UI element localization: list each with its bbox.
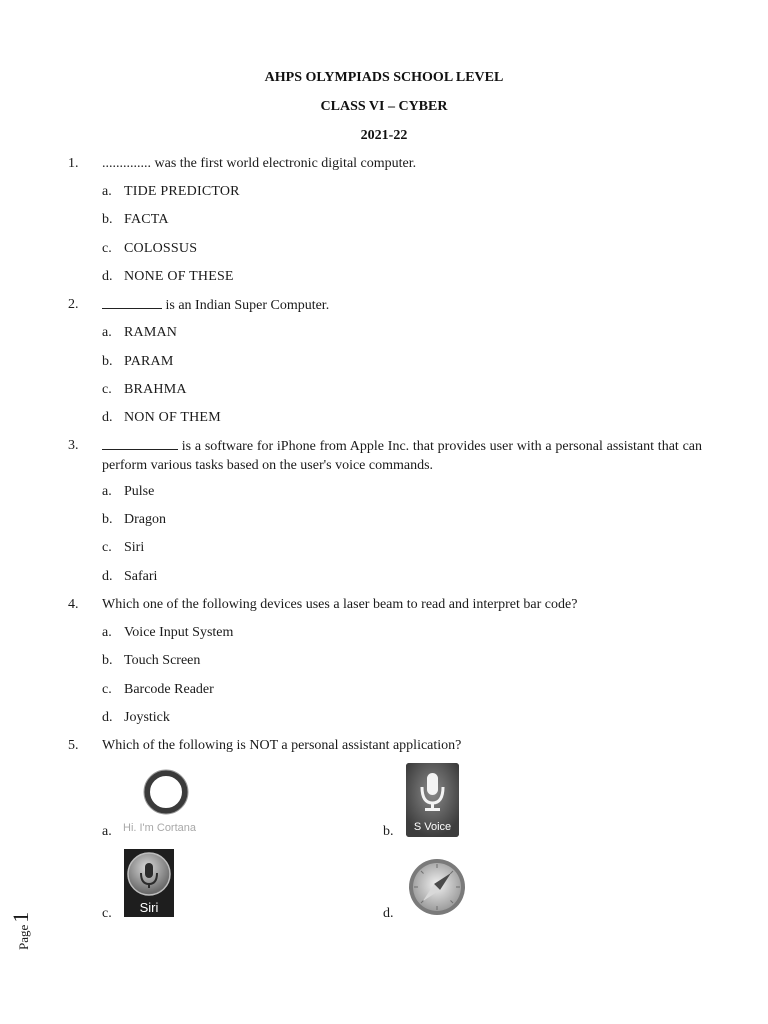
option-letter: c. xyxy=(102,241,112,256)
question-text xyxy=(102,295,702,315)
svoice-image xyxy=(406,763,459,837)
safari-compass-icon xyxy=(407,857,467,917)
option-text: FACTA xyxy=(124,212,169,227)
option-text: Dragon xyxy=(124,512,166,527)
option-letter: b. xyxy=(102,653,113,668)
option-letter: d. xyxy=(102,569,113,584)
option-text: COLOSSUS xyxy=(124,241,198,256)
question-number: 1. xyxy=(68,156,79,171)
option-text: Voice Input System xyxy=(124,625,234,640)
option-letter: c. xyxy=(102,682,112,697)
svoice-caption: S Voice xyxy=(413,821,452,833)
siri-image xyxy=(124,849,174,917)
option-letter: d. xyxy=(102,410,113,425)
page-word: Page xyxy=(16,924,31,950)
question-blank: .............. xyxy=(102,156,151,171)
answer-blank-line xyxy=(102,295,162,309)
option-letter: b. xyxy=(102,212,113,227)
option-letter: a. xyxy=(102,184,112,199)
question-number: 3. xyxy=(68,438,79,453)
safari-image xyxy=(407,857,467,917)
question-number: 5. xyxy=(68,738,79,753)
question-number: 2. xyxy=(68,297,79,312)
option-text: Siri xyxy=(124,540,145,555)
header-title: AHPS OLYMPIADS SCHOOL LEVEL xyxy=(264,70,504,85)
option-letter: c. xyxy=(102,382,112,397)
question-text xyxy=(102,154,702,173)
option-letter: d. xyxy=(383,906,394,921)
option-text: PARAM xyxy=(124,354,174,369)
question-text: Which of the following is NOT a personal assistant application? xyxy=(102,738,462,753)
option-text: Touch Screen xyxy=(124,653,201,668)
option-letter: a. xyxy=(102,824,112,839)
option-letter: c. xyxy=(102,540,112,555)
option-text: NONE OF THESE xyxy=(124,269,234,284)
question-body: is a software for iPhone from Apple Inc. that provides user with a personal assistant that can perform various tasks based on the user's voice commands. xyxy=(102,439,702,473)
option-letter: b. xyxy=(102,512,113,527)
option-text: Pulse xyxy=(124,484,155,499)
question-body: was the first world electronic digital computer. xyxy=(151,156,417,171)
option-letter: a. xyxy=(102,484,112,499)
option-letter: a. xyxy=(102,325,112,340)
option-text: TIDE PREDICTOR xyxy=(124,184,240,199)
option-letter: d. xyxy=(102,269,113,284)
option-letter: c. xyxy=(102,906,112,921)
page-number-label xyxy=(8,912,34,950)
option-text: Safari xyxy=(124,569,158,584)
header-class: CLASS VI – CYBER xyxy=(320,99,448,114)
siri-caption: Siri xyxy=(139,900,159,915)
cortana-caption: Hi. I'm Cortana xyxy=(123,822,197,834)
option-letter: d. xyxy=(102,710,113,725)
page-number: 1 xyxy=(8,911,33,923)
option-letter: b. xyxy=(383,824,394,839)
question-text: Which one of the following devices uses a laser beam to read and interpret bar code? xyxy=(102,597,578,612)
question-body: is an Indian Super Computer. xyxy=(162,298,330,313)
header-year: 2021-22 xyxy=(360,128,408,143)
option-text: BRAHMA xyxy=(124,382,187,397)
option-letter: b. xyxy=(102,354,113,369)
option-text: NON OF THEM xyxy=(124,410,221,425)
answer-blank-line xyxy=(102,436,178,450)
question-number: 4. xyxy=(68,597,79,612)
question-text xyxy=(102,436,702,475)
option-text: Joystick xyxy=(124,710,170,725)
cortana-image xyxy=(122,764,212,839)
option-text: RAMAN xyxy=(124,325,178,340)
option-letter: a. xyxy=(102,625,112,640)
option-text: Barcode Reader xyxy=(124,682,214,697)
